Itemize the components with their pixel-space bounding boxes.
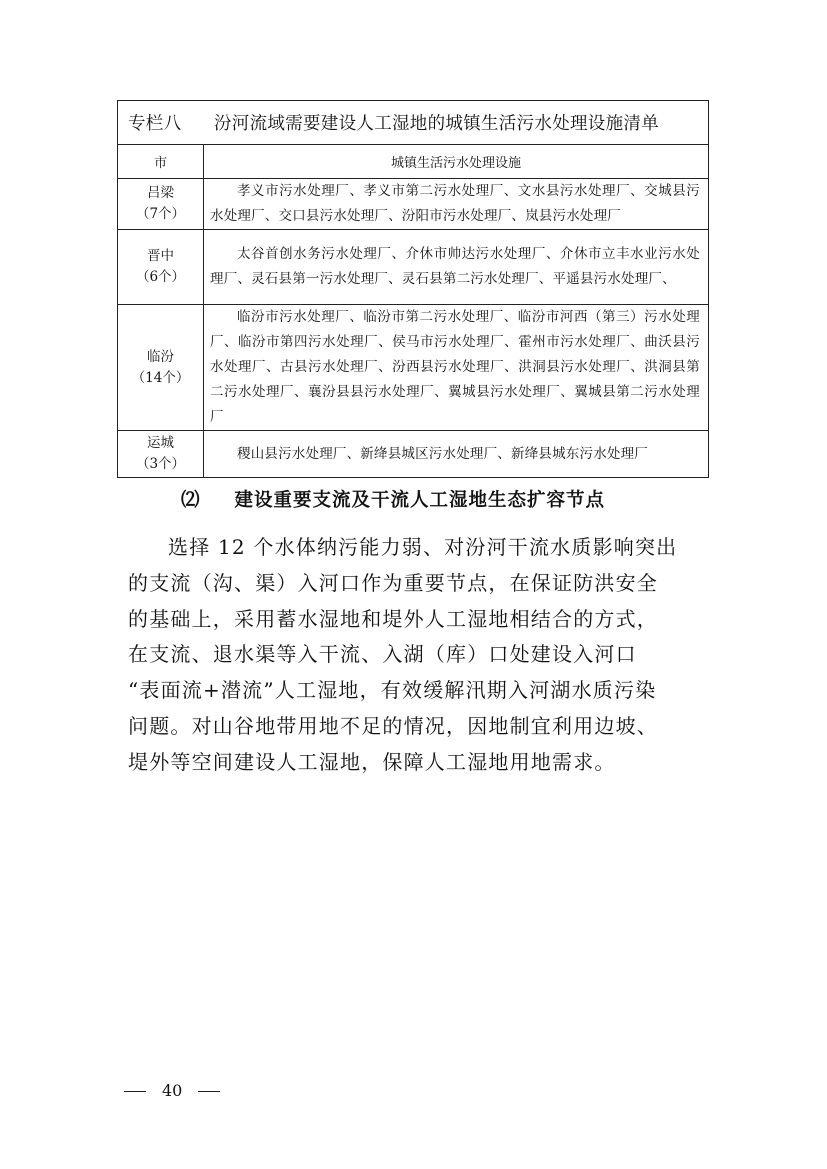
paragraph-line: 的基础上，采用蓄水湿地和堤外人工湿地相结合的方式， xyxy=(128,606,658,631)
paragraph-line: 问题。对山谷地带用地不足的情况，因地制宜利用边坡、 xyxy=(128,713,658,738)
table-title: 汾河流域需要建设人工湿地的城镇生活污水处理设施清单 xyxy=(214,114,659,134)
header-city: 市 xyxy=(118,145,204,179)
paragraph-line: 选择 12 个水体纳污能力弱、对汾河干流水质影响突出 xyxy=(168,535,678,559)
paragraph-line: 在支流、退水渠等入干流、入湖（库）口处建设入河口 xyxy=(128,642,637,667)
section-number: ⑵ xyxy=(181,490,201,511)
paragraph-line: 堤外等空间建设人工湿地，保障人工湿地用地需求。 xyxy=(128,749,616,774)
table-row xyxy=(118,230,709,305)
facility-list: 稷山县污水处理厂、新绛县城区污水处理厂、新绛县城东污水处理厂 xyxy=(204,431,709,478)
city-name: 临汾 xyxy=(147,348,174,365)
city-cell xyxy=(118,305,204,431)
city-name: 晋中 xyxy=(147,248,174,264)
table-row xyxy=(118,305,709,431)
section-title: 建设重要支流及干流人工湿地生态扩容节点 xyxy=(234,490,606,511)
city-count: （14个） xyxy=(131,369,190,386)
city-count: （3个） xyxy=(135,456,186,472)
city-count: （7个） xyxy=(135,206,186,222)
city-cell xyxy=(118,230,204,305)
city-count: （6个） xyxy=(135,269,186,285)
city-cell xyxy=(118,431,204,478)
facility-list: 太谷首创水务污水处理厂、介休市帅达污水处理厂、介休市立丰水业污水处理厂、灵石县第一污水处理厂、灵石县第二污水处理厂、平遥县污水处理厂、 xyxy=(204,230,709,305)
facility-table xyxy=(117,100,709,478)
city-name: 运城 xyxy=(147,435,174,451)
table-header-row xyxy=(118,145,709,179)
paragraph-line: “表面流+潜流”人工湿地，有效缓解汛期入河湖水质污染 xyxy=(128,678,657,703)
table-title-cell xyxy=(118,101,709,145)
city-name: 吕梁 xyxy=(147,185,174,201)
left-dash xyxy=(124,1091,146,1092)
facility-list: 孝义市污水处理厂、孝义市第二污水处理厂、文水县污水处理厂、交城县污水处理厂、交口县污水处理厂、汾阳市污水处理厂、岚县污水处理厂 xyxy=(204,179,709,230)
facility-list: 临汾市污水处理厂、临汾市第二污水处理厂、临汾市河西（第三）污水处理厂、临汾市第四污水处理厂、侯马市污水处理厂、霍州市污水处理厂、曲沃县污水处理厂、古县污水处理厂、汾西县污水处理厂、洪洞县污水处理厂、洪洞县第二污水处理厂、襄汾县县污水处理厂、翼城县污水处理厂、翼城县第二污水处理厂 xyxy=(204,305,709,431)
right-dash xyxy=(198,1091,220,1092)
city-cell xyxy=(118,179,204,230)
paragraph-line: 的支流（沟、渠）入河口作为重要节点，在保证防洪安全 xyxy=(128,570,658,595)
body-paragraph xyxy=(128,530,698,781)
section-heading xyxy=(181,486,605,512)
header-facility: 城镇生活污水处理设施 xyxy=(204,145,709,179)
page-number-footer xyxy=(124,1081,220,1100)
page-number: 40 xyxy=(162,1081,183,1100)
table-row xyxy=(118,179,709,230)
table-row xyxy=(118,431,709,478)
table-column-label: 专栏八 xyxy=(128,114,182,134)
table-title-row xyxy=(118,101,709,145)
